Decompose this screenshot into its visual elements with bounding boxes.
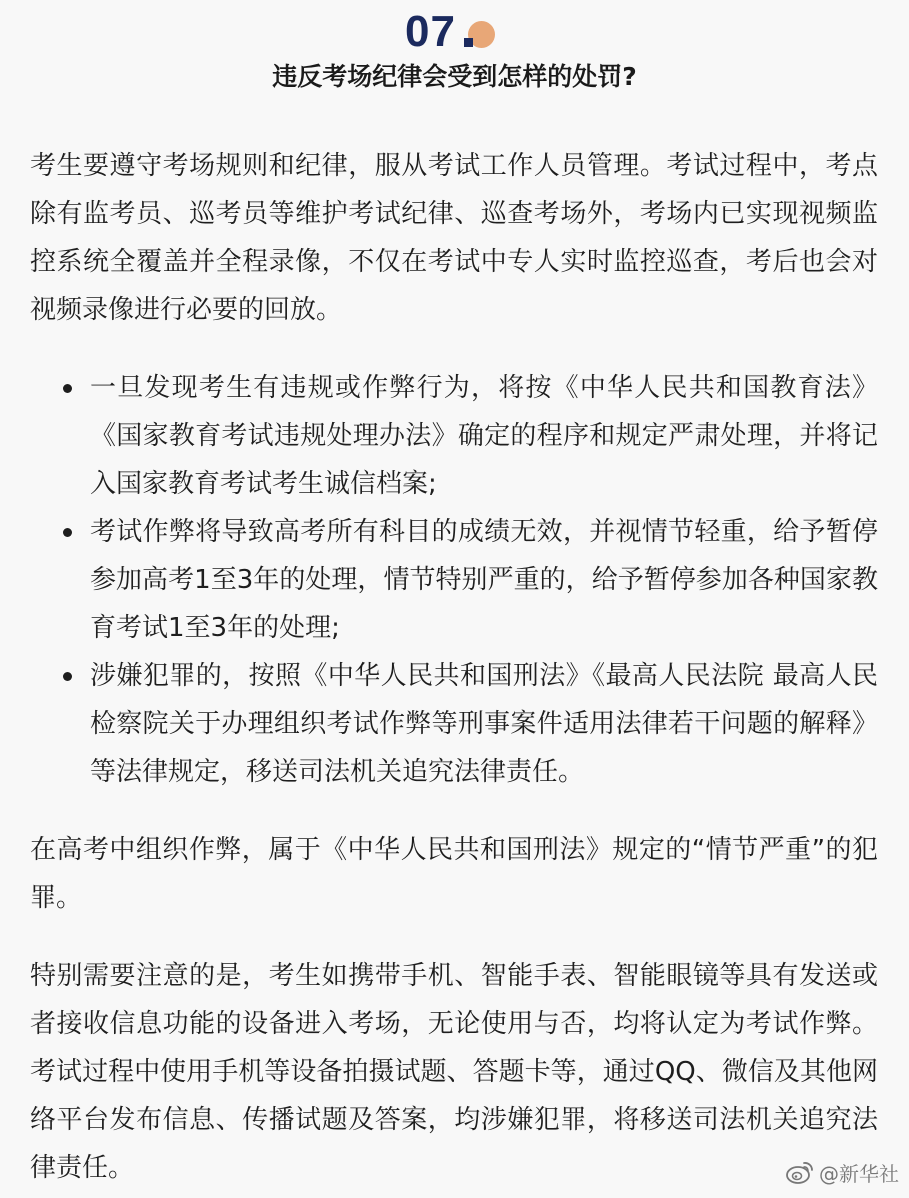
section-header (0, 0, 909, 110)
list-item (30, 652, 878, 796)
bullet-icon (63, 384, 72, 393)
section-number: 07 (405, 7, 456, 56)
organized-cheating-paragraph: 在高考中组织作弊，属于《中华人民共和国刑法》规定的“情节严重”的犯罪。 (30, 835, 878, 913)
list-item (30, 508, 878, 652)
weibo-icon (785, 1159, 815, 1185)
watermark-text: @新华社 (819, 1161, 899, 1186)
list-item (30, 364, 878, 508)
list-item-text: 涉嫌犯罪的，按照《中华人民共和国刑法》《最高人民法院 最高人民检察院关于办理组织考试作弊等刑事案件适用法律若干问题的解释》等法律规定，移送司法机关追究法律责任。 (90, 661, 878, 787)
watermark (785, 1158, 899, 1186)
list-item-text: 考试作弊将导致高考所有科目的成绩无效，并视情节轻重，给予暂停参加高考1至3年的处理，情节特别严重的，给予暂停参加各种国家教育考试1至3年的处理; (90, 517, 878, 643)
decorative-square-icon (464, 38, 473, 47)
device-warning-paragraph: 特别需要注意的是，考生如携带手机、智能手表、智能眼镜等具有发送或者接收信息功能的设备进入考场，无论使用与否，均将认定为考试作弊。考试过程中使用手机等设备拍摄试题、答题卡等，通过QQ、微信及其他网络平台发布信息、传播试题及答案，均涉嫌犯罪，将移送司法机关追究法律责任。 (30, 961, 878, 1183)
bullet-icon (63, 672, 72, 681)
penalty-list (30, 364, 878, 796)
bullet-icon (63, 528, 72, 537)
list-item-text: 一旦发现考生有违规或作弊行为，将按《中华人民共和国教育法》《国家教育考试违规处理办法》确定的程序和规定严肃处理，并将记入国家教育考试考生诚信档案; (90, 373, 878, 499)
article-body (30, 142, 878, 1192)
intro-paragraph: 考生要遵守考场规则和纪律，服从考试工作人员管理。考试过程中，考点除有监考员、巡考员等维护考试纪律、巡查考场外，考场内已实现视频监控系统全覆盖并全程录像，不仅在考试中专人实时监控巡查，考后也会对视频录像进行必要的回放。 (30, 151, 878, 325)
section-title: 违反考场纪律会受到怎样的处罚? (272, 62, 637, 91)
